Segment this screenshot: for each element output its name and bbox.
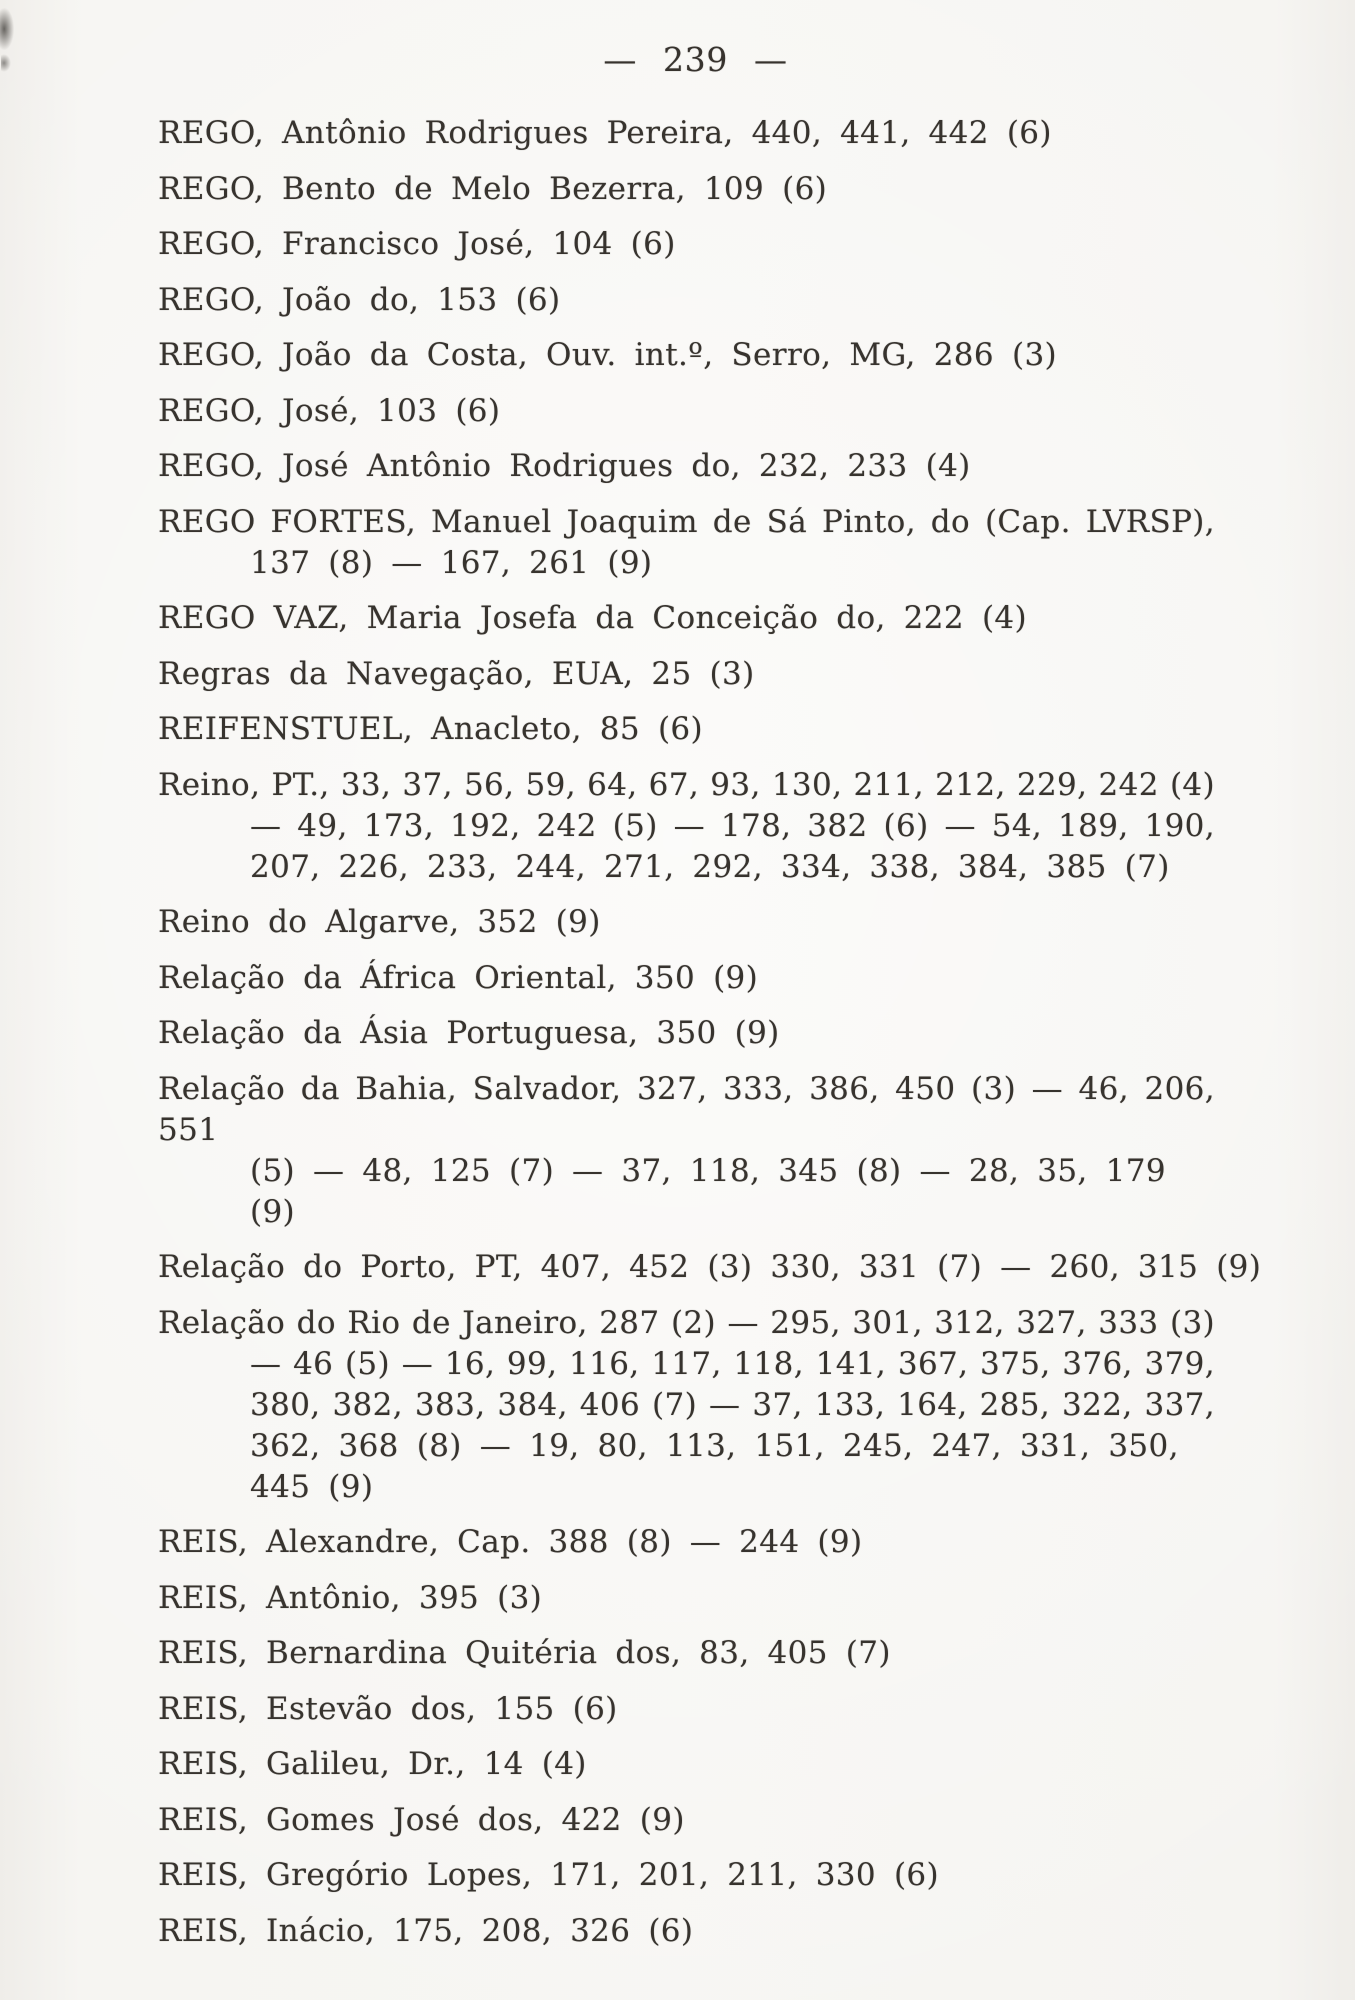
index-entry bbox=[158, 902, 1215, 943]
entry-line: REIFENSTUEL, Anacleto, 85 (6) bbox=[158, 711, 703, 747]
entry-line: REGO FORTES, Manuel Joaquim de Sá Pinto, do (Cap. LVRSP), bbox=[158, 503, 1215, 540]
entry-line: REGO, Bento de Melo Bezerra, 109 (6) bbox=[158, 170, 828, 207]
entry-line: REGO, José, 103 (6) bbox=[158, 392, 501, 429]
entry-line: Relação da Bahia, Salvador, 327, 333, 386, 450 (3) — 46, 206, 551 bbox=[158, 1070, 1215, 1148]
entry-line: REIS, Bernardina Quitéria dos, 83, 405 (7) bbox=[158, 1635, 891, 1671]
entry-line: 207, 226, 233, 244, 271, 292, 334, 338, 384, 385 (7) bbox=[250, 848, 1170, 885]
index-entry bbox=[158, 391, 1215, 432]
entry-line: 137 (8) — 167, 261 (9) bbox=[250, 544, 653, 581]
entry-line: REIS, Gomes José dos, 422 (9) bbox=[158, 1801, 685, 1838]
index-entry bbox=[158, 113, 1215, 154]
page-number bbox=[18, 40, 1355, 79]
index-entry bbox=[158, 280, 1215, 321]
index-entry bbox=[158, 958, 1215, 999]
index-entry bbox=[158, 765, 1215, 888]
entry-line: REIS, Gregório Lopes, 171, 201, 211, 330 (6) bbox=[158, 1857, 939, 1893]
entry-line: Relação do Rio de Janeiro, 287 (2) — 295, 301, 312, 327, 333 (3) bbox=[158, 1304, 1215, 1341]
index-entry bbox=[158, 1303, 1215, 1508]
index-entry bbox=[158, 335, 1215, 376]
entry-line: REGO, José Antônio Rodrigues do, 232, 233 (4) bbox=[158, 448, 971, 484]
entry-line: REGO, João da Costa, Ouv. int.º, Serro, MG, 286 (3) bbox=[158, 337, 1058, 373]
index-entry bbox=[158, 1689, 1215, 1730]
index-entry bbox=[158, 1522, 1215, 1563]
entry-line: Relação do Porto, PT, 407, 452 (3) 330, 331 (7) — 260, 315 (9) bbox=[158, 1249, 1262, 1285]
scan-artifact bbox=[1, 54, 11, 72]
entry-line: Reino, PT., 33, 37, 56, 59, 64, 67, 93, 130, 211, 212, 229, 242 (4) bbox=[158, 766, 1215, 803]
entry-line: REGO VAZ, Maria Josefa da Conceição do, 222 (4) bbox=[158, 600, 1027, 636]
index-entry bbox=[158, 224, 1215, 265]
index-entry bbox=[158, 169, 1215, 210]
entry-line: (5) — 48, 125 (7) — 37, 118, 345 (8) — 28, 35, 179 (9) bbox=[250, 1152, 1166, 1230]
index-entry bbox=[158, 1578, 1215, 1619]
index-entry bbox=[158, 1855, 1215, 1896]
index-entries bbox=[158, 113, 1262, 1966]
index-entry bbox=[158, 1013, 1215, 1054]
entry-line: 380, 382, 383, 384, 406 (7) — 37, 133, 164, 285, 322, 337, bbox=[250, 1386, 1215, 1423]
page-number-label: — 239 — bbox=[603, 40, 788, 79]
entry-line: REGO, Francisco José, 104 (6) bbox=[158, 226, 676, 262]
index-entry bbox=[158, 1247, 1262, 1288]
entry-line: Relação da Ásia Portuguesa, 350 (9) bbox=[158, 1015, 780, 1051]
index-entry bbox=[158, 1633, 1215, 1674]
index-entry bbox=[158, 1069, 1215, 1233]
entry-line: — 49, 173, 192, 242 (5) — 178, 382 (6) — 54, 189, 190, bbox=[250, 807, 1215, 844]
index-entry bbox=[158, 1911, 1215, 1952]
entry-line: REGO, João do, 153 (6) bbox=[158, 281, 561, 318]
index-entry bbox=[158, 1800, 1215, 1841]
entry-line: REIS, Estevão dos, 155 (6) bbox=[158, 1690, 618, 1727]
index-entry bbox=[158, 446, 1215, 487]
entry-line: REIS, Inácio, 175, 208, 326 (6) bbox=[158, 1912, 694, 1949]
entry-line: REIS, Alexandre, Cap. 388 (8) — 244 (9) bbox=[158, 1524, 863, 1560]
entry-line: REIS, Galileu, Dr., 14 (4) bbox=[158, 1746, 587, 1782]
entry-line: REGO, Antônio Rodrigues Pereira, 440, 441, 442 (6) bbox=[158, 115, 1052, 151]
entry-line: REIS, Antônio, 395 (3) bbox=[158, 1579, 543, 1616]
index-entry bbox=[158, 709, 1215, 750]
scan-artifact bbox=[0, 8, 14, 50]
entry-line: 362, 368 (8) — 19, 80, 113, 151, 245, 247, 331, 350, 445 (9) bbox=[250, 1427, 1179, 1505]
entry-line: Regras da Navegação, EUA, 25 (3) bbox=[158, 655, 755, 692]
entry-line: Reino do Algarve, 352 (9) bbox=[158, 904, 601, 940]
entry-line: — 46 (5) — 16, 99, 116, 117, 118, 141, 367, 375, 376, 379, bbox=[250, 1345, 1215, 1382]
entry-line: Relação da África Oriental, 350 (9) bbox=[158, 959, 759, 996]
index-entry bbox=[158, 502, 1215, 584]
index-entry bbox=[158, 598, 1215, 639]
index-entry bbox=[158, 1744, 1215, 1785]
index-entry bbox=[158, 654, 1215, 695]
